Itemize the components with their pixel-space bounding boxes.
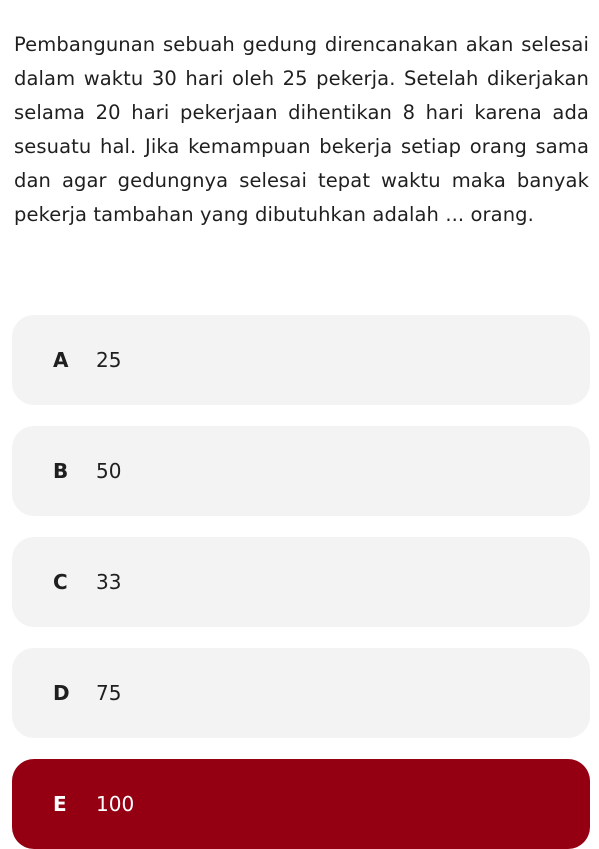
option-a-letter: A bbox=[53, 348, 69, 372]
option-a-value: 25 bbox=[96, 348, 122, 372]
option-e-letter: E bbox=[53, 792, 67, 816]
option-d-value: 75 bbox=[96, 681, 122, 705]
question-text: Pembangunan sebuah gedung direncanakan akan selesai dalam waktu 30 hari oleh 25 pekerja. Setelah dikerjakan selama 20 hari pekerjaan dihentikan 8 hari karena ada sesuatu hal. Jika kemampuan bekerja setiap orang sama dan agar gedungnya selesai tepat waktu maka banyak pekerja tambahan yang dibutuhkan adalah ... orang. bbox=[14, 33, 589, 226]
option-a-button[interactable] bbox=[12, 315, 590, 405]
option-d-button[interactable] bbox=[12, 648, 590, 738]
option-d-letter: D bbox=[53, 681, 70, 705]
option-b-letter: B bbox=[53, 459, 69, 483]
option-c-value: 33 bbox=[96, 570, 122, 594]
option-b-value: 50 bbox=[96, 459, 122, 483]
option-e-button-selected[interactable] bbox=[12, 759, 590, 849]
option-e-value: 100 bbox=[96, 792, 135, 816]
option-c-button[interactable] bbox=[12, 537, 590, 627]
option-c-letter: C bbox=[53, 570, 68, 594]
option-b-button[interactable] bbox=[12, 426, 590, 516]
